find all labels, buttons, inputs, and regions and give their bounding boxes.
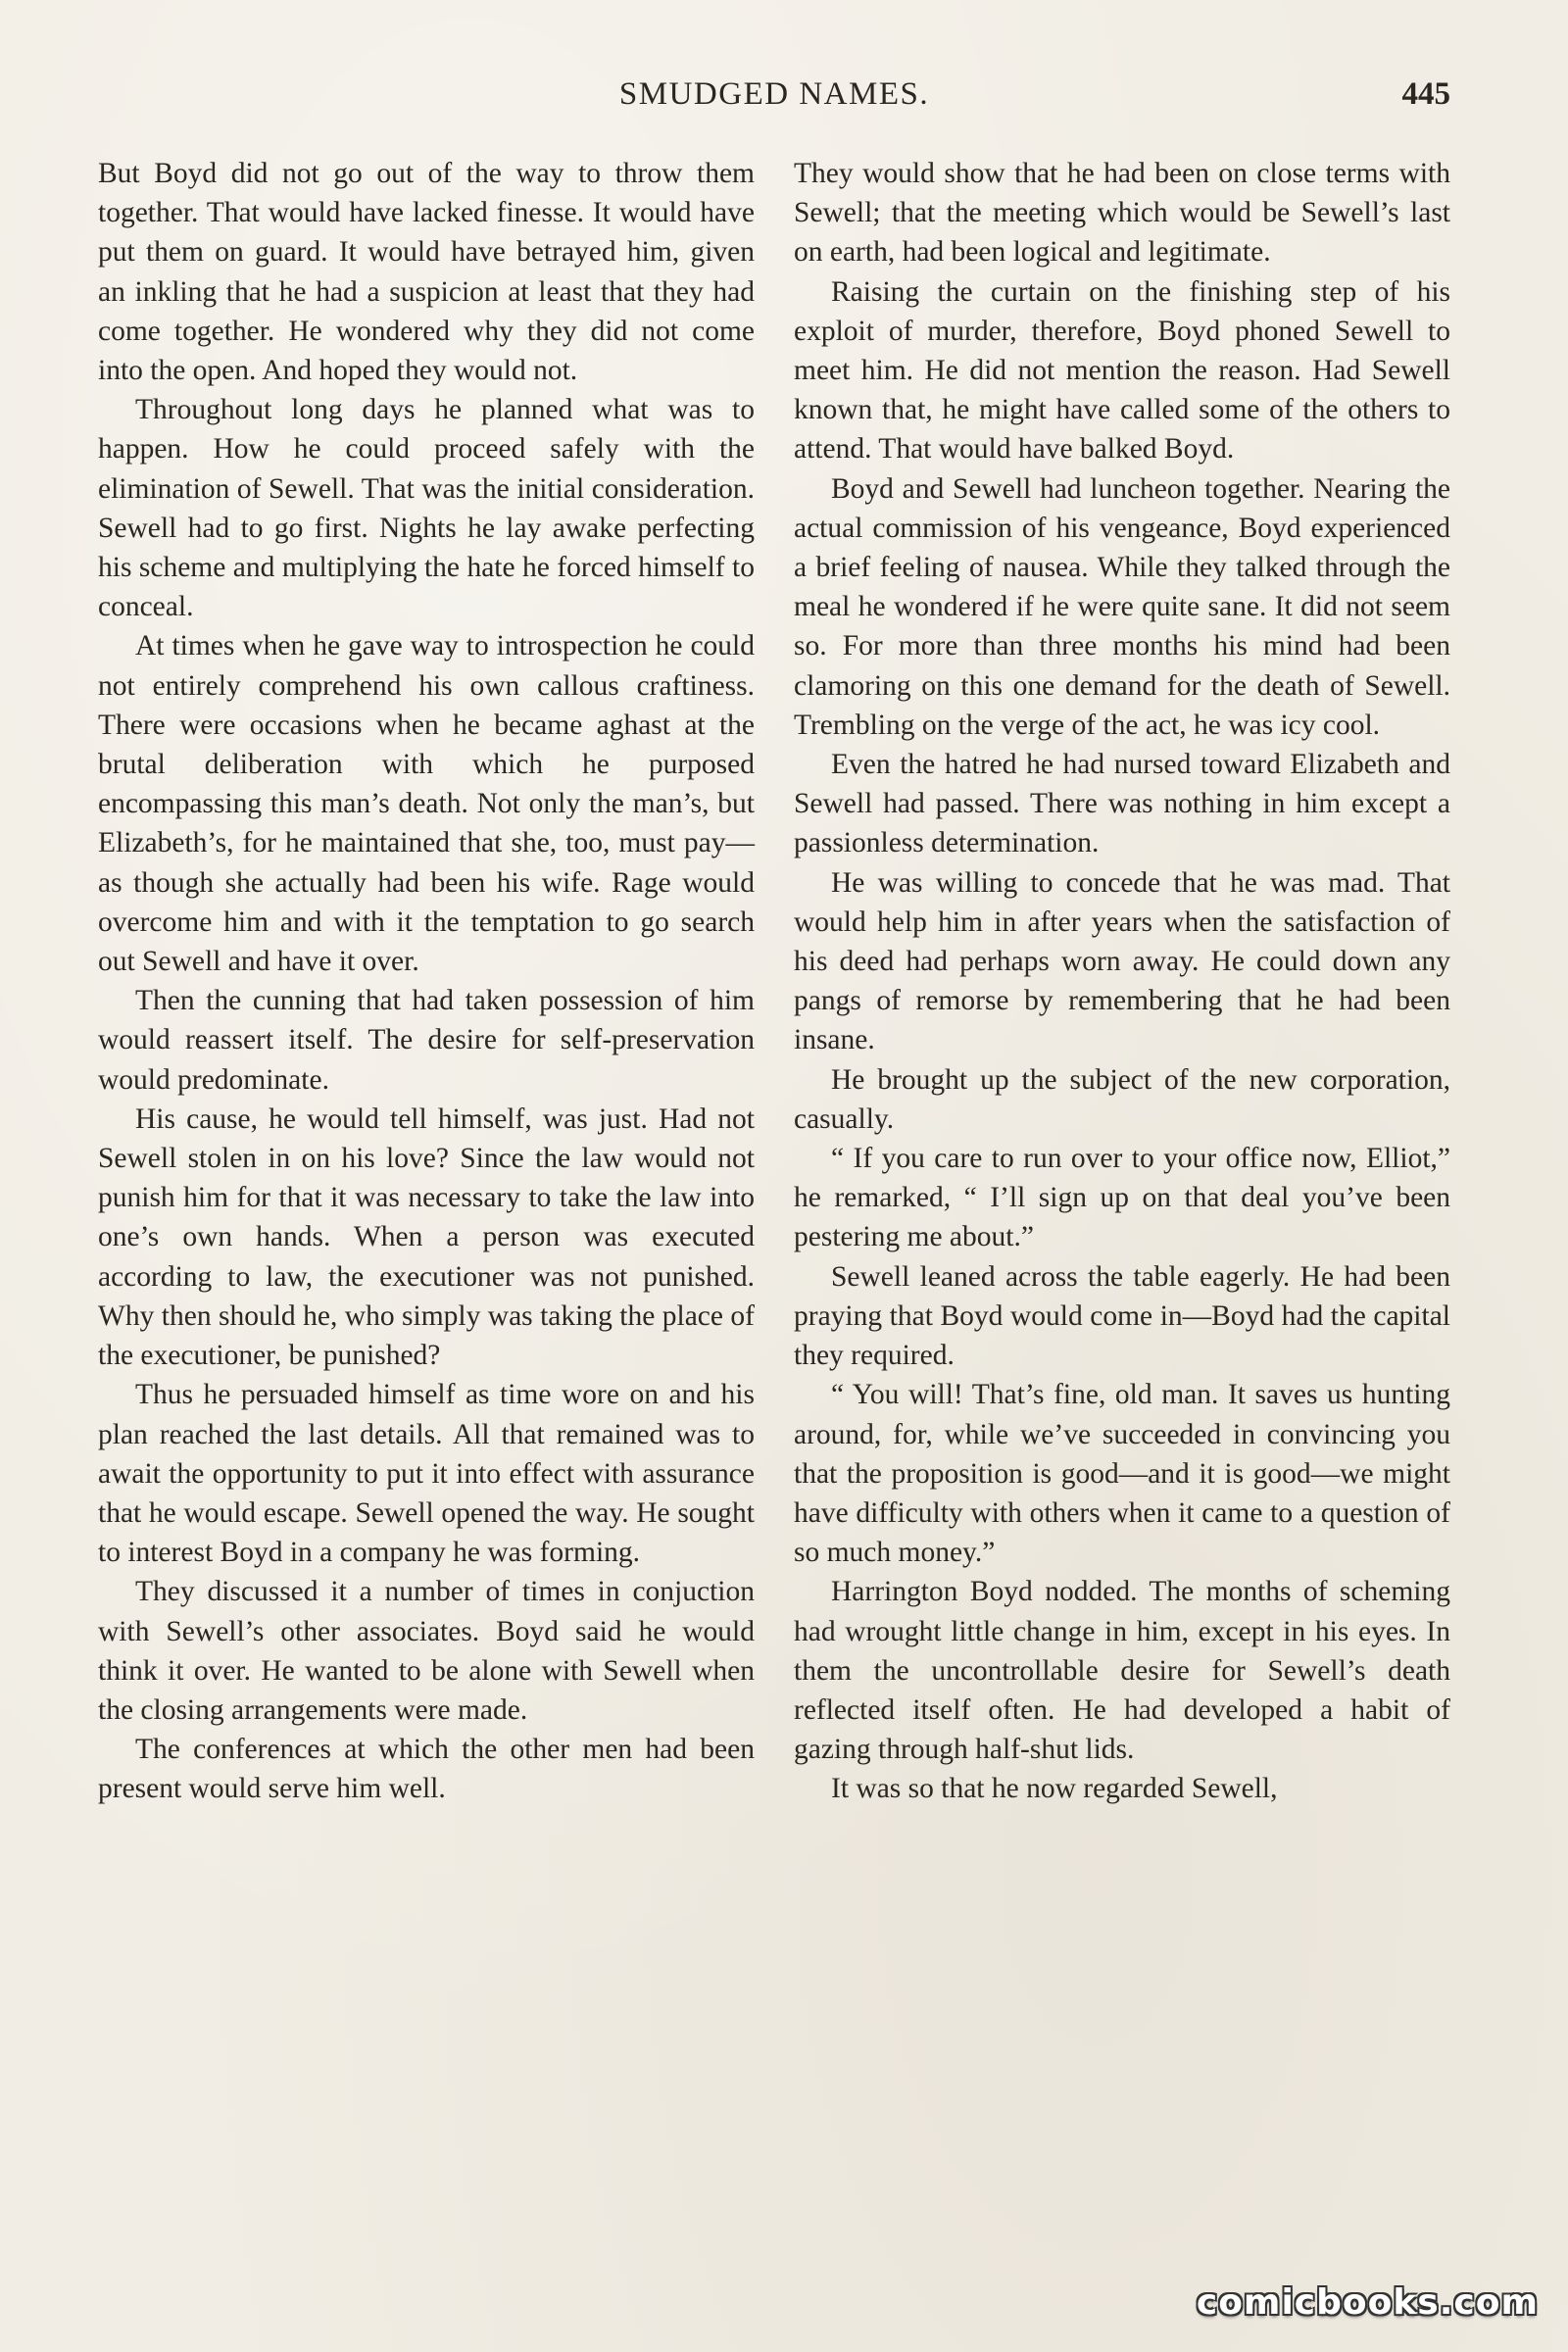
- watermark: comicbooks.com: [1196, 2282, 1539, 2323]
- right-column: [794, 154, 1450, 1809]
- paragraph: They discussed it a number of times in conjuction with Sewell’s other associates. Boyd said he would think it over. He wanted to be alone with Sewell when the closing arrangements were made.: [98, 1576, 755, 1726]
- paragraph: Throughout long days he planned what was to happen. How he could proceed safely with the elimination of Sewell. That was the initial consideration. Sewell had to go first. Nights he lay awake perfecting his scheme and multiplying the hate he forced himself to conceal.: [98, 394, 755, 623]
- paragraph: Then the cunning that had taken possession of him would reassert itself. The desire for self-preservation would predominate.: [98, 985, 755, 1096]
- paragraph: At times when he gave way to introspection he could not entirely comprehend his own callous craftiness. There were occasions when he became aghast at the brutal deliberation with which he purposed encompassing this man’s death. Not only the man’s, but Elizabeth’s, for he maintained that she, too, must pay—as though she actually had been his wife. Rage would overcome him and with it the temptation to go search out Sewell and have it over.: [98, 630, 755, 978]
- page-number: 445: [1401, 76, 1450, 112]
- paragraph: But Boyd did not go out of the way to throw them together. That would have lacked finesse. It would have put them on guard. It would have betrayed him, given an inkling that he had a suspicion at least that they had come together. He wondered why they did not come into the open. And hoped they would not.: [98, 158, 755, 387]
- paragraph: His cause, he would tell himself, was just. Had not Sewell stolen in on his love? Since the law would not punish him for that it was necessary to take the law into one’s own hands. When a person was executed according to law, the executioner was not punished. Why then should he, who simply was taking the place of the executioner, be punished?: [98, 1102, 755, 1372]
- paragraph: Sewell leaned across the table eagerly. He had been praying that Boyd would come in—Boyd had the capital they required.: [794, 1260, 1450, 1372]
- paragraph: “ You will! That’s fine, old man. It saves us hunting around, for, while we’ve succeeded in convincing you that the proposition is good—and it is good—we might have difficulty with others when it came to a question of so much money.”: [794, 1379, 1450, 1569]
- paragraph: Boyd and Sewell had luncheon together. Nearing the actual commission of his vengeance, Boyd experienced a brief feeling of nausea. While they talked through the meal he wondered if he were quite sane. It did not seem so. For more than three months his mind had been clamoring on this one demand for the death of Sewell. Trembling on the verge of the act, he was icy cool.: [794, 472, 1450, 741]
- paragraph: Even the hatred he had nursed toward Elizabeth and Sewell had passed. There was nothing in him except a passionless determination.: [794, 749, 1450, 859]
- left-column: [98, 154, 755, 1809]
- paragraph: The conferences at which the other men had been present would serve him well.: [98, 1734, 755, 1805]
- running-title: SMUDGED NAMES.: [618, 76, 930, 112]
- paragraph: He brought up the subject of the new corporation, casually.: [794, 1063, 1450, 1135]
- page-header: [98, 76, 1450, 125]
- paragraph: It was so that he now regarded Sewell,: [831, 1773, 1278, 1805]
- paragraph: They would show that he had been on close terms with Sewell; that the meeting which would be Sewell’s last on earth, had been logical and legitimate.: [794, 158, 1450, 269]
- paragraph: He was willing to concede that he was mad. That would help him in after years when the satisfaction of his deed had perhaps worn away. He could down any pangs of remorse by remembering that he had been insane.: [794, 866, 1450, 1056]
- paragraph: Raising the curtain on the finishing step of his exploit of murder, therefore, Boyd phoned Sewell to meet him. He did not mention the reason. Had Sewell known that, he might have called some of the others to attend. That would have balked Boyd.: [794, 275, 1450, 466]
- paragraph: “ If you care to run over to your office now, Elliot,” he remarked, “ I’ll sign up on that deal you’ve been pestering me about.”: [794, 1143, 1450, 1253]
- paragraph: Thus he persuaded himself as time wore on and his plan reached the last details. All that remained was to await the opportunity to put it into effect with assurance that he would escape. Sewell opened the way. He sought to interest Boyd in a company he was forming.: [98, 1379, 755, 1569]
- paragraph: Harrington Boyd nodded. The months of scheming had wrought little change in him, except in his eyes. In them the uncontrollable desire for Sewell’s death reflected itself often. He had developed a habit of gazing through half-shut lids.: [794, 1576, 1450, 1766]
